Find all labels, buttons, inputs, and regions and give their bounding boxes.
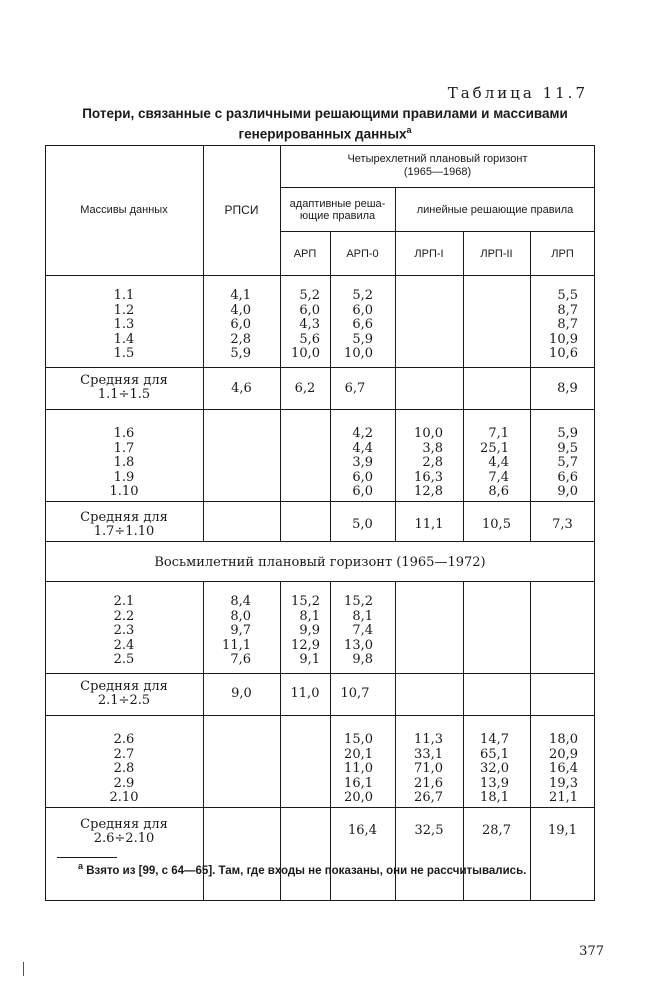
g1-rpsi-values: 4,1 4,0 6,0 2,8 5,9 (230, 288, 251, 361)
g1-dataset-names: 1.1 1.2 1.3 1.4 1.5 (113, 288, 135, 361)
g3-average-label-2: 2.1÷2.5 (97, 693, 151, 708)
g3-dataset-names: 2.1 2.2 2.3 2.4 2.5 (113, 594, 135, 667)
g2-arp0-values: 4,2 4,4 3,9 6,0 6,0 (352, 426, 373, 499)
g2-avg-lrp2: 10,5 (482, 517, 511, 532)
g1-avg-arp0: 6,7 (344, 381, 366, 396)
group-rule-1 (45, 367, 595, 368)
footnote-separator (57, 857, 117, 858)
g2-average-label (45, 511, 203, 539)
header-arp: АРП (293, 248, 317, 260)
header-horizon-4-years: (1965—1968) (403, 166, 472, 178)
g3-average-label-1: Средняя для (80, 679, 168, 694)
section-8-year-horizon: Восьмилетний плановый горизонт (1965—1972) (154, 555, 486, 570)
header-rpsi: РПСИ (224, 203, 259, 217)
g3-arp-values: 15,2 8,1 9,9 12,9 9,1 (291, 594, 320, 667)
g2-avg-arp0: 5,0 (352, 517, 373, 532)
g1-average-label-2: 1.1÷1.5 (97, 387, 151, 402)
g3-rpsi-values: 8,4 8,0 9,7 11,1 7,6 (222, 594, 251, 667)
g2-lrp-values: 5,9 9,5 5,7 6,6 9,0 (557, 426, 578, 499)
header-bottom-rule (45, 275, 595, 276)
g4-avg-arp0: 16,4 (348, 823, 377, 838)
g4-lrp-values: 18,0 20,9 16,4 19,3 21,1 (549, 732, 578, 805)
header-adaptive-line-2: ющие правила (299, 210, 376, 222)
g4-average-label (45, 818, 203, 846)
g3-avg-arp0: 10,7 (340, 686, 370, 701)
g4-average-label-2: 2.6÷2.10 (93, 831, 155, 846)
g4-average-label-1: Средняя для (80, 817, 168, 832)
caption-line-1: Потери, связанные с различными решающими правилами и массивами (82, 106, 568, 121)
header-adaptive-rules (280, 198, 395, 222)
g4-lrp1-values: 11,3 33,1 71,0 21,6 26,7 (414, 732, 443, 805)
g1-arp-values: 5,2 6,0 4,3 5,6 10,0 (291, 288, 320, 361)
table-top-rule (45, 145, 595, 146)
header-datasets: Массивы данных (80, 204, 168, 216)
table-footnote (78, 861, 526, 877)
table-label: Таблица 11.7 (447, 84, 588, 102)
header-rule-groups (280, 231, 595, 232)
table-caption (60, 106, 590, 143)
group-rule-3 (45, 501, 595, 502)
g4-avg-lrp1: 32,5 (414, 823, 444, 838)
caption-line-2: генерированных данных$^а$ (238, 125, 412, 142)
footnote-text: Взято из [99, с 64—65]. Там, где входы не показаны, они не рассчитывались. (86, 864, 527, 877)
g3-avg-arp: 11,0 (290, 686, 320, 701)
group-rule-6 (45, 673, 595, 674)
footnote-mark: а (78, 861, 84, 871)
g4-avg-lrp: 19,1 (548, 823, 577, 838)
g3-arp0-values: 15,2 8,1 7,4 13,0 9,8 (344, 594, 373, 667)
g1-avg-rpsi: 4,6 (231, 381, 252, 396)
loss-table (45, 145, 595, 901)
header-rule-horizon (280, 187, 595, 188)
g1-average-label (45, 374, 203, 402)
g3-avg-rpsi: 9,0 (231, 686, 252, 701)
group-rule-2 (45, 409, 595, 410)
group-rule-8 (45, 807, 595, 808)
margin-mark (23, 962, 24, 976)
g2-dataset-names: 1.6 1.7 1.8 1.9 1.10 (109, 426, 139, 499)
table-bottom-rule (45, 900, 595, 901)
g1-average-label-1: Средняя для (80, 373, 168, 388)
page-number: 377 (579, 944, 604, 959)
g1-arp0-values: 5,2 6,0 6,6 5,9 10,0 (344, 288, 373, 361)
header-lrp2: ЛРП-II (480, 248, 513, 260)
caption-footnote-mark: а (406, 125, 412, 135)
group-rule-7 (45, 715, 595, 716)
header-adaptive-line-1: адаптивные реша- (289, 198, 386, 210)
header-arp0: АРП-0 (346, 248, 379, 260)
header-lrp: ЛРП (551, 248, 574, 260)
group-rule-4 (45, 541, 595, 542)
g1-avg-arp: 6,2 (294, 381, 316, 396)
g1-avg-lrp: 8,9 (557, 381, 578, 396)
header-lrp1: ЛРП-I (414, 248, 444, 260)
g4-avg-lrp2: 28,7 (482, 823, 511, 838)
group-rule-5 (45, 581, 595, 582)
g2-avg-lrp: 7,3 (552, 517, 573, 532)
g2-average-label-2: 1.7÷1.10 (93, 524, 155, 539)
g2-avg-lrp1: 11,1 (414, 517, 444, 532)
g4-dataset-names: 2.6 2.7 2.8 2.9 2.10 (109, 732, 139, 805)
g2-lrp2-values: 7,1 25,1 4,4 7,4 8,6 (480, 426, 509, 499)
header-linear-rules: линейные решающие правила (416, 204, 574, 216)
g2-average-label-1: Средняя для (80, 510, 168, 525)
g4-lrp2-values: 14,7 65,1 32,0 13,9 18,1 (480, 732, 509, 805)
g1-lrp-values: 5,5 8,7 8,7 10,9 10,6 (549, 288, 578, 361)
g2-lrp1-values: 10,0 3,8 2,8 16,3 12,8 (414, 426, 443, 499)
g4-arp0-values: 15,0 20,1 11,0 16,1 20,0 (344, 732, 373, 805)
g3-average-label (45, 680, 203, 708)
header-horizon-4: Четырехлетний плановый горизонт (347, 153, 528, 165)
